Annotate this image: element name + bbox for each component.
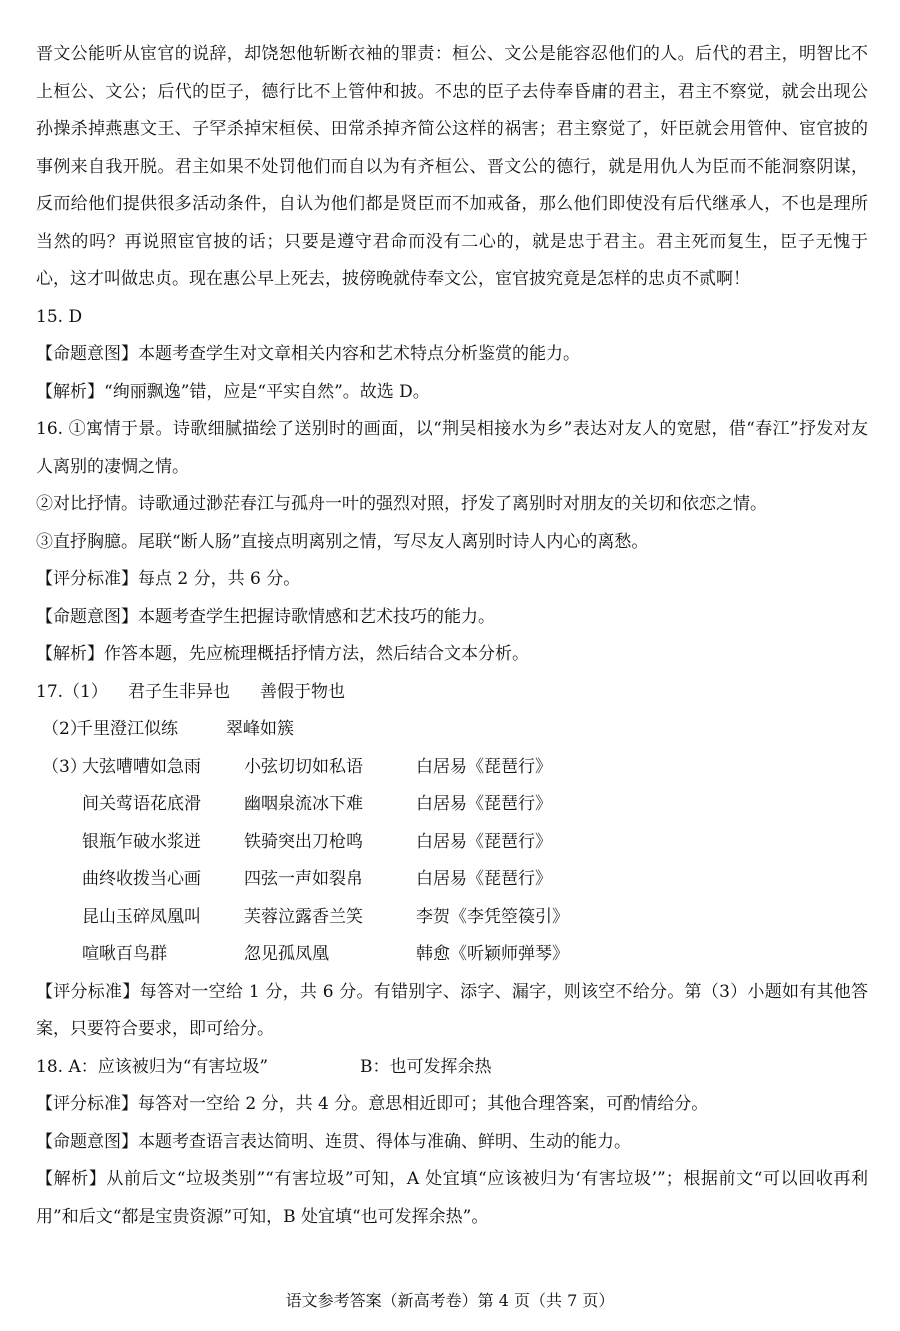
- q16-point-3: ③直抒胸臆。尾联“断人肠”直接点明离别之情，写尽友人离别时诗人内心的离愁。: [36, 531, 649, 552]
- q15-intent-text: 本题考查学生对文章相关内容和艺术特点分析鉴赏的能力。: [138, 344, 580, 364]
- q17-verse-a: 大弦嘈嘈如急雨: [82, 756, 201, 777]
- analysis-tag: 【解析】: [36, 644, 104, 664]
- q17-verse-b: 幽咽泉流冰下难: [244, 794, 363, 814]
- q17-verse-a: 银瓶乍破水浆迸: [82, 831, 201, 852]
- q17-verse-a: 昆山玉碎凤凰叫: [82, 906, 201, 927]
- q16-analysis: [36, 636, 868, 674]
- q16-analysis-text: 作答本题，先应梳理概括抒情方法，然后结合文本分析。: [104, 644, 529, 664]
- q17-score: [36, 974, 868, 1049]
- q15-answer: 15. D: [36, 306, 83, 327]
- q17-part2-b: 翠峰如簇: [226, 719, 294, 739]
- q17-verse-a: 曲终收拨当心画: [82, 869, 201, 889]
- analysis-tag: 【解析】: [36, 1169, 107, 1189]
- q18-answer-b: B：也可发挥余热: [360, 1056, 492, 1077]
- intro-paragraph: 晋文公能听从宦官的说辞，却饶恕他斩断衣袖的罪责：桓公、文公是能容忍他们的人。后代的君主，明智比不上桓公、文公；后代的臣子，德行比不上管仲和披。不忠的臣子去侍奉昏庸的君主，君主不察觉，就会出现公孙操杀掉燕惠文王、子罕杀掉宋桓侯、田常杀掉齐简公这样的祸害；君主察觉了，奸臣就会用管仲、宦官披的事例来自我开脱。君主如果不处罚他们而自以为有齐桓公、晋文公的德行，就是用仇人为臣而不能洞察阴谋，反而给他们提供很多活动条件，自认为他们都是贤臣而不加戒备，那么他们即使没有后代继承人，不也是理所当然的吗？再说照宦官披的话；只要是遵守君命而没有二心的，就是忠于君主。君主死而复生，臣子无愧于心，这才叫做忠贞。现在惠公早上死去，披傍晚就侍奉文公，宦官披究竟是怎样的忠贞不贰啊！: [36, 44, 868, 289]
- q16-intent: [36, 599, 868, 637]
- q17-verse-b: 忽见孤凤凰: [244, 944, 329, 964]
- q17-verse-b: 铁骑突出刀枪鸣: [244, 831, 363, 852]
- q17-part3-row: [36, 936, 868, 974]
- q17-part1-b: 善假于物也: [260, 681, 345, 702]
- q17-part3-label: （3）: [42, 756, 87, 777]
- score-tag: 【评分标准】: [36, 569, 138, 589]
- q16-intent-text: 本题考查学生把握诗歌情感和艺术技巧的能力。: [138, 606, 495, 627]
- analysis-tag: 【解析】: [36, 381, 104, 402]
- q17-verse-source: 李贺《李凭箜篌引》: [416, 906, 569, 927]
- q15-analysis: [36, 374, 868, 412]
- q18-analysis: [36, 1161, 868, 1236]
- q16-point-1: 16. ①寓情于景。诗歌细腻描绘了送别时的画面，以“荆吴相接水为乡”表达对友人的宽慰，借“春江”抒发对友人离别的凄惆之情。: [36, 419, 868, 477]
- q18-intent-text: 本题考查语言表达简明、连贯、得体与准确、鲜明、生动的能力。: [138, 1131, 631, 1152]
- intent-tag: 【命题意图】: [36, 606, 138, 627]
- q17-part3-row: [36, 749, 868, 787]
- q17-verse-a: 间关莺语花底滑: [82, 794, 201, 814]
- q17-part3-row: [36, 786, 868, 824]
- q17-part3-row: [36, 861, 868, 899]
- q17-part-1: [36, 674, 868, 712]
- q18-score: [36, 1086, 868, 1124]
- q17-verse-source: 韩愈《听颖师弹琴》: [416, 944, 569, 964]
- score-tag: 【评分标准】: [36, 981, 140, 1002]
- q18-answer: [36, 1049, 868, 1087]
- q16-point-2: ②对比抒情。诗歌通过渺茫春江与孤舟一叶的强烈对照，抒发了离别时对朋友的关切和依恋之情。: [36, 494, 767, 514]
- q17-part-3: [36, 749, 868, 974]
- q18-intent: [36, 1124, 868, 1162]
- q16-score-text: 每点 2 分，共 6 分。: [138, 569, 301, 589]
- q17-verse-source: 白居易《琵琶行》: [416, 756, 552, 777]
- q16-score: [36, 561, 868, 599]
- q17-verse-b: 四弦一声如裂帛: [244, 869, 363, 889]
- q17-verse-source: 白居易《琵琶行》: [416, 794, 552, 814]
- q17-verse-a: 喧啾百鸟群: [82, 944, 167, 964]
- q15-analysis-text: “绚丽飘逸”错，应是“平实自然”。故选 D。: [104, 381, 430, 402]
- q17-part2-a: 千里澄江似练: [76, 719, 178, 739]
- q18-score-text: 每答对一空给 2 分，共 4 分。意思相近即可；其他合理答案，可酌情给分。: [138, 1094, 709, 1114]
- page-footer: 语文参考答案（新高考卷）第 4 页（共 7 页）: [285, 1291, 615, 1310]
- q17-part3-row: [36, 824, 868, 862]
- score-tag: 【评分标准】: [36, 1094, 138, 1114]
- q17-part2-label: （2）: [42, 719, 87, 739]
- q18-analysis-text: 从前后文“垃圾类别”“有害垃圾”可知，A 处宜填“应该被归为‘有害垃圾’”；根据前文“可以回收再利用”和后文“都是宝贵资源”可知，B 处宜填“也可发挥余热”。: [36, 1169, 868, 1227]
- q17-verse-source: 白居易《琵琶行》: [416, 831, 552, 852]
- q17-part-2: [36, 711, 868, 749]
- q15-intent: [36, 336, 868, 374]
- q17-verse-b: 芙蓉泣露香兰笑: [244, 906, 363, 927]
- q17-verse-source: 白居易《琵琶行》: [416, 869, 552, 889]
- q18-answer-a: 18. A：应该被归为“有害垃圾”: [36, 1056, 269, 1077]
- q17-part1-label: 17.（1）: [36, 681, 108, 702]
- q17-verse-b: 小弦切切如私语: [244, 756, 363, 777]
- q17-score-text: 每答对一空给 1 分，共 6 分。有错别字、添字、漏字，则该空不给分。第（3）小题如有其他答案，只要符合要求，即可给分。: [36, 981, 869, 1039]
- q17-part1-a: 君子生非异也: [128, 681, 230, 702]
- intent-tag: 【命题意图】: [36, 344, 138, 364]
- q17-part3-row: [36, 899, 868, 937]
- answer-page: [36, 36, 868, 1236]
- intent-tag: 【命题意图】: [36, 1131, 138, 1152]
